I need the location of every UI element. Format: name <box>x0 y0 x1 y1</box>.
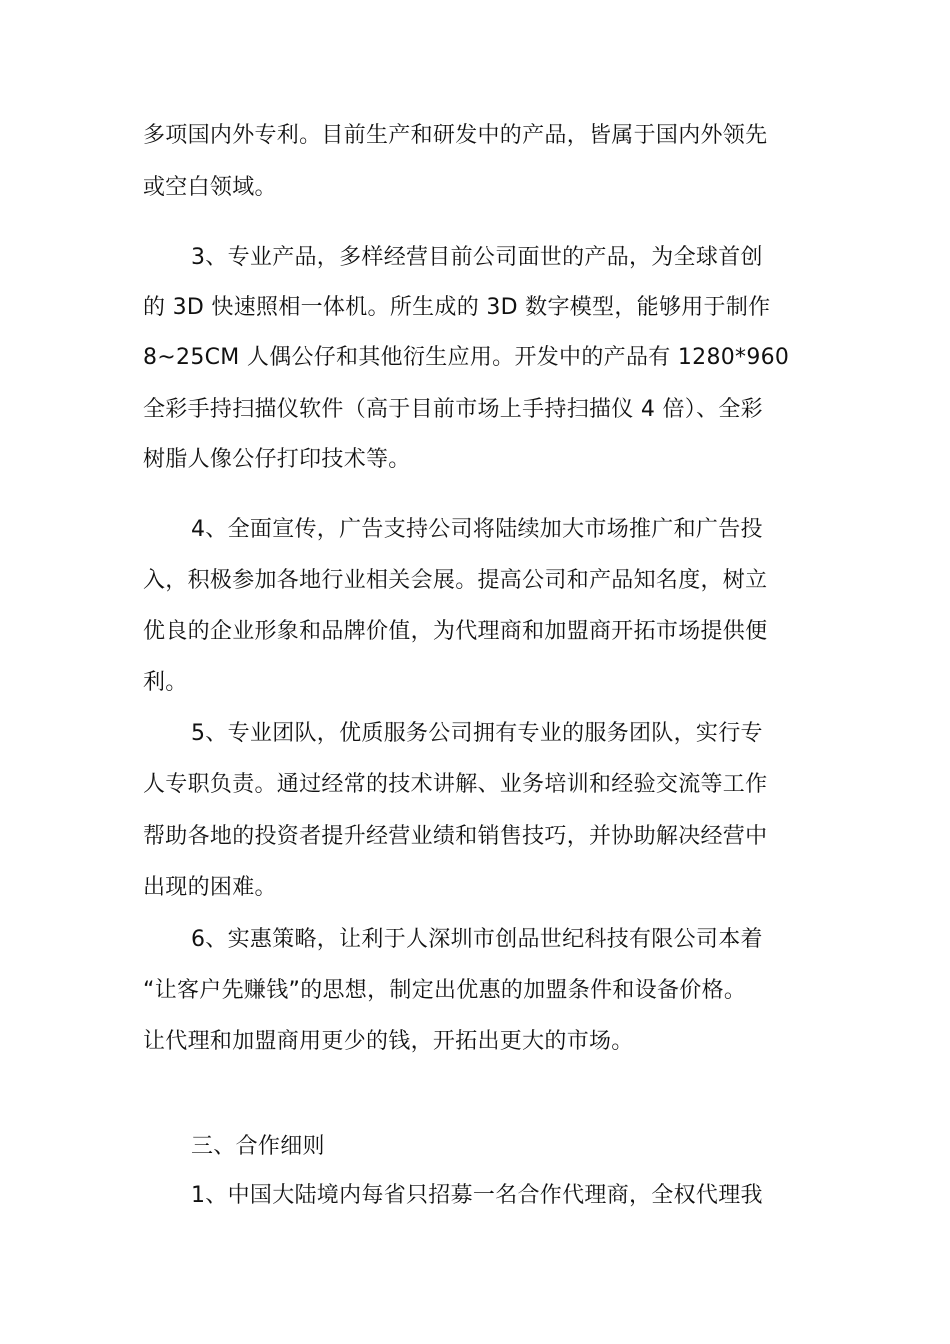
paragraph-line: 全彩手持扫描仪软件（高于目前市场上手持扫描仪 4 倍）、全彩 <box>143 397 763 422</box>
paragraph-line: 6、实惠策略，让利于人深圳市创品世纪科技有限公司本着 <box>191 927 763 952</box>
paragraph-line: 利。 <box>143 670 188 695</box>
paragraph-line: 帮助各地的投资者提升经营业绩和销售技巧，并协助解决经营中 <box>143 824 768 849</box>
paragraph-line: 5、专业团队，优质服务公司拥有专业的服务团队，实行专 <box>191 721 763 746</box>
paragraph-line: 或空白领域。 <box>143 175 277 200</box>
paragraph-line: 4、全面宣传，广告支持公司将陆续加大市场推广和广告投 <box>191 517 763 542</box>
paragraph-line: 8~25CM 人偶公仔和其他衍生应用。开发中的产品有 1280*960 <box>143 345 790 370</box>
paragraph-line: “让客户先赚钱”的思想，制定出优惠的加盟条件和设备价格。 <box>143 978 747 1003</box>
paragraph-line: 的 3D 快速照相一体机。所生成的 3D 数字模型，能够用于制作 <box>143 295 771 320</box>
paragraph-line: 人专职负责。通过经常的技术讲解、业务培训和经验交流等工作 <box>143 772 768 797</box>
paragraph-line: 树脂人像公仔打印技术等。 <box>143 447 411 472</box>
paragraph-line: 多项国内外专利。目前生产和研发中的产品，皆属于国内外领先 <box>143 123 768 148</box>
paragraph-line: 让代理和加盟商用更少的钱，开拓出更大的市场。 <box>143 1029 634 1054</box>
paragraph-line: 出现的困难。 <box>143 875 277 900</box>
paragraph-line: 入，积极参加各地行业相关会展。提高公司和产品知名度，树立 <box>143 568 768 593</box>
section-heading: 三、合作细则 <box>191 1134 325 1159</box>
paragraph-line: 优良的企业形象和品牌价值，为代理商和加盟商开拓市场提供便 <box>143 619 768 644</box>
paragraph-line: 3、专业产品，多样经营目前公司面世的产品，为全球首创 <box>191 245 763 270</box>
paragraph-line: 1、中国大陆境内每省只招募一名合作代理商，全权代理我 <box>191 1183 763 1208</box>
